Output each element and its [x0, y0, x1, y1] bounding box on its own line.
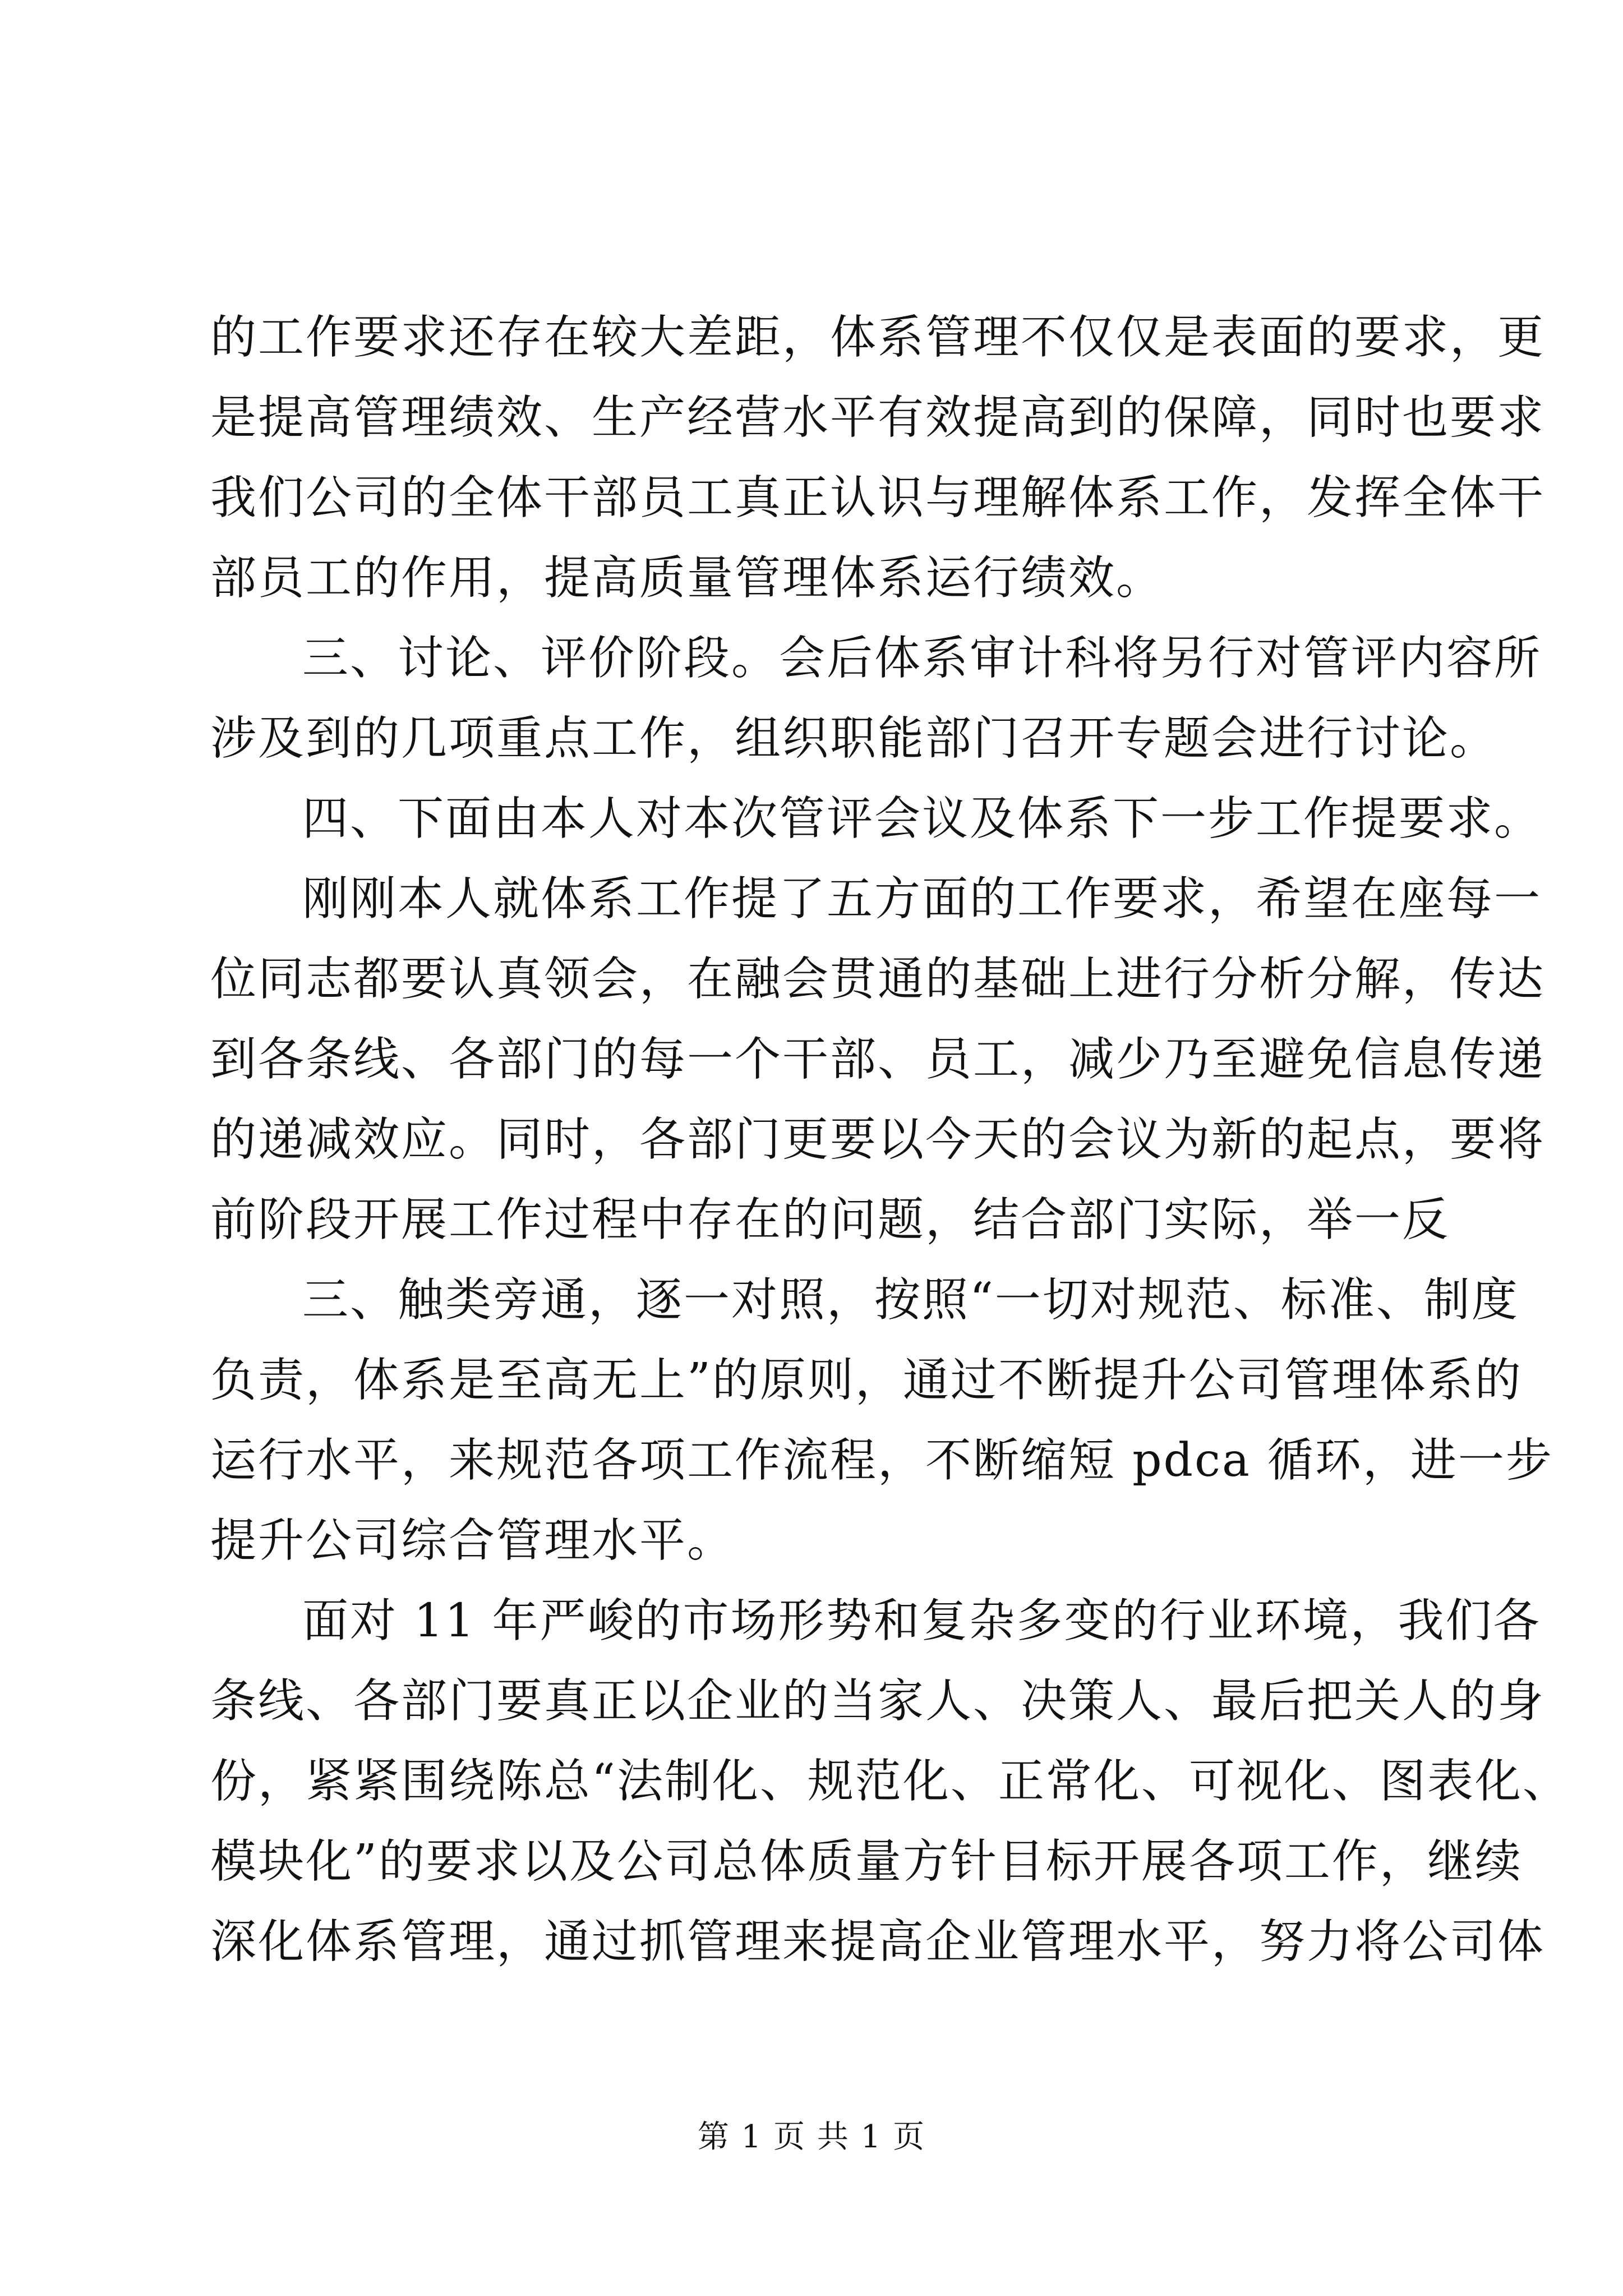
text-line-9: 位同志都要认真领会，在融会贯通的基础上进行分析分解，传达	[210, 953, 1546, 1006]
text-line-15: 运行水平，来规范各项工作流程，不断缩短 pdca 循环，进一步	[210, 1434, 1553, 1487]
text-line-4: 部员工的作用，提高质量管理体系运行绩效。	[210, 551, 1164, 605]
text-line-2: 是提高管理绩效、生产经营水平有效提高到的保障，同时也要求	[210, 391, 1546, 444]
text-line-1: 的工作要求还存在较大差距，体系管理不仅仅是表面的要求，更	[210, 311, 1546, 364]
text-line-18: 条线、各部门要真正以企业的当家人、决策人、最后把关人的身	[210, 1674, 1546, 1728]
text-line-13: 三、触类旁通，逐一对照，按照“一切对规范、标准、制度	[302, 1273, 1519, 1327]
text-line-6: 涉及到的几项重点工作，组织职能部门召开专题会进行讨论。	[210, 712, 1498, 765]
page-footer: 第 1 页 共 1 页	[697, 2119, 926, 2155]
text-line-7: 四、下面由本人对本次管评会议及体系下一步工作提要求。	[302, 792, 1542, 845]
document-body	[210, 297, 1570, 1982]
text-line-12: 前阶段开展工作过程中存在的问题，结合部门实际，举一反	[210, 1193, 1450, 1246]
text-line-21: 深化体系管理，通过抓管理来提高企业管理水平，努力将公司体	[210, 1915, 1546, 1968]
text-line-14: 负责，体系是至高无上”的原则，通过不断提升公司管理体系的	[210, 1354, 1523, 1407]
text-line-17: 面对 11 年严峻的市场形势和复杂多变的行业环境，我们各	[302, 1594, 1541, 1648]
text-line-5: 三、讨论、评价阶段。会后体系审计科将另行对管评内容所	[302, 632, 1542, 685]
text-line-16: 提升公司综合管理水平。	[210, 1514, 735, 1567]
text-line-11: 的递减效应。同时，各部门更要以今天的会议为新的起点，要将	[210, 1113, 1546, 1166]
text-line-19: 份，紧紧围绕陈总“法制化、规范化、正常化、可视化、图表化、	[210, 1755, 1570, 1808]
text-line-3: 我们公司的全体干部员工真正认识与理解体系工作，发挥全体干	[210, 471, 1546, 524]
text-line-10: 到各条线、各部门的每一个干部、员工，减少乃至避免信息传递	[210, 1033, 1546, 1086]
text-line-8: 刚刚本人就体系工作提了五方面的工作要求，希望在座每一	[302, 872, 1542, 926]
text-line-20: 模块化”的要求以及公司总体质量方针目标开展各项工作，继续	[210, 1835, 1523, 1888]
